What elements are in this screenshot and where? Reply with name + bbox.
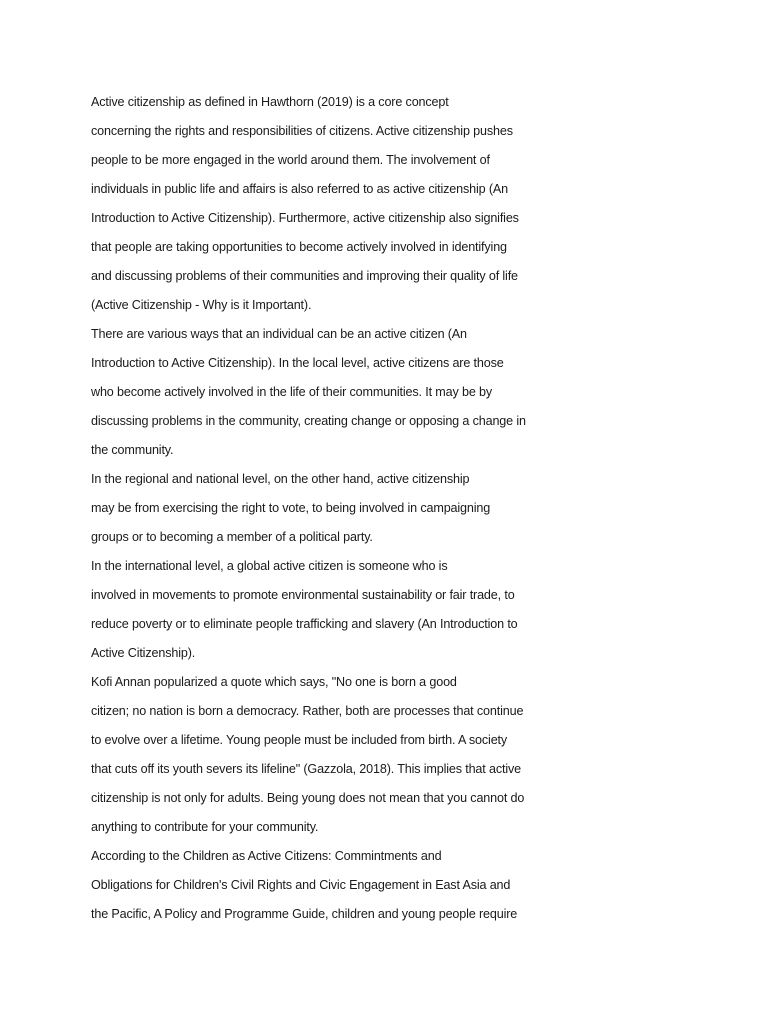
text-line: Introduction to Active Citizenship). In the local level, active citizens are those	[91, 356, 504, 370]
paragraph-5	[91, 668, 561, 842]
text-line: In the international level, a global active citizen is someone who is	[91, 559, 448, 573]
text-line: that people are taking opportunities to become actively involved in identifying	[91, 240, 507, 254]
text-line: (Active Citizenship - Why is it Important).	[91, 298, 312, 312]
text-line: anything to contribute for your community.	[91, 820, 319, 834]
text-line: may be from exercising the right to vote, to being involved in campaigning	[91, 501, 491, 515]
text-line: According to the Children as Active Citizens: Commintments and	[91, 849, 442, 863]
text-line: individuals in public life and affairs is also referred to as active citizenship (An	[91, 182, 508, 196]
paragraph-4	[91, 552, 561, 668]
text-line: involved in movements to promote environmental sustainability or fair trade, to	[91, 588, 515, 602]
text-line: Active citizenship as defined in Hawthorn (2019) is a core concept	[91, 95, 449, 109]
paragraph-2	[91, 320, 561, 465]
text-line: reduce poverty or to eliminate people trafficking and slavery (An Introduction to	[91, 617, 518, 631]
text-line: discussing problems in the community, creating change or opposing a change in	[91, 414, 526, 428]
paragraph-1	[91, 88, 561, 320]
text-line: the community.	[91, 443, 174, 457]
text-line: citizen; no nation is born a democracy. Rather, both are processes that continue	[91, 704, 524, 718]
paragraph-3	[91, 465, 561, 552]
text-line: the Pacific, A Policy and Programme Guide, children and young people require	[91, 907, 518, 921]
text-line: groups or to becoming a member of a political party.	[91, 530, 373, 544]
text-line: Introduction to Active Citizenship). Furthermore, active citizenship also signifies	[91, 211, 519, 225]
text-line: people to be more engaged in the world around them. The involvement of	[91, 153, 490, 167]
text-line: Obligations for Children's Civil Rights and Civic Engagement in East Asia and	[91, 878, 511, 892]
text-line: and discussing problems of their communities and improving their quality of life	[91, 269, 518, 283]
text-line: Active Citizenship).	[91, 646, 196, 660]
text-line: who become actively involved in the life of their communities. It may be by	[91, 385, 493, 399]
text-line: citizenship is not only for adults. Being young does not mean that you cannot do	[91, 791, 525, 805]
paragraph-6	[91, 842, 561, 929]
document-body	[91, 88, 561, 929]
text-line: There are various ways that an individual can be an active citizen (An	[91, 327, 467, 341]
text-line: that cuts off its youth severs its lifeline" (Gazzola, 2018). This implies that active	[91, 762, 521, 776]
text-line: to evolve over a lifetime. Young people must be included from birth. A society	[91, 733, 508, 747]
text-line: Kofi Annan popularized a quote which says, "No one is born a good	[91, 675, 457, 689]
text-line: concerning the rights and responsibilities of citizens. Active citizenship pushes	[91, 124, 513, 138]
text-line: In the regional and national level, on the other hand, active citizenship	[91, 472, 470, 486]
